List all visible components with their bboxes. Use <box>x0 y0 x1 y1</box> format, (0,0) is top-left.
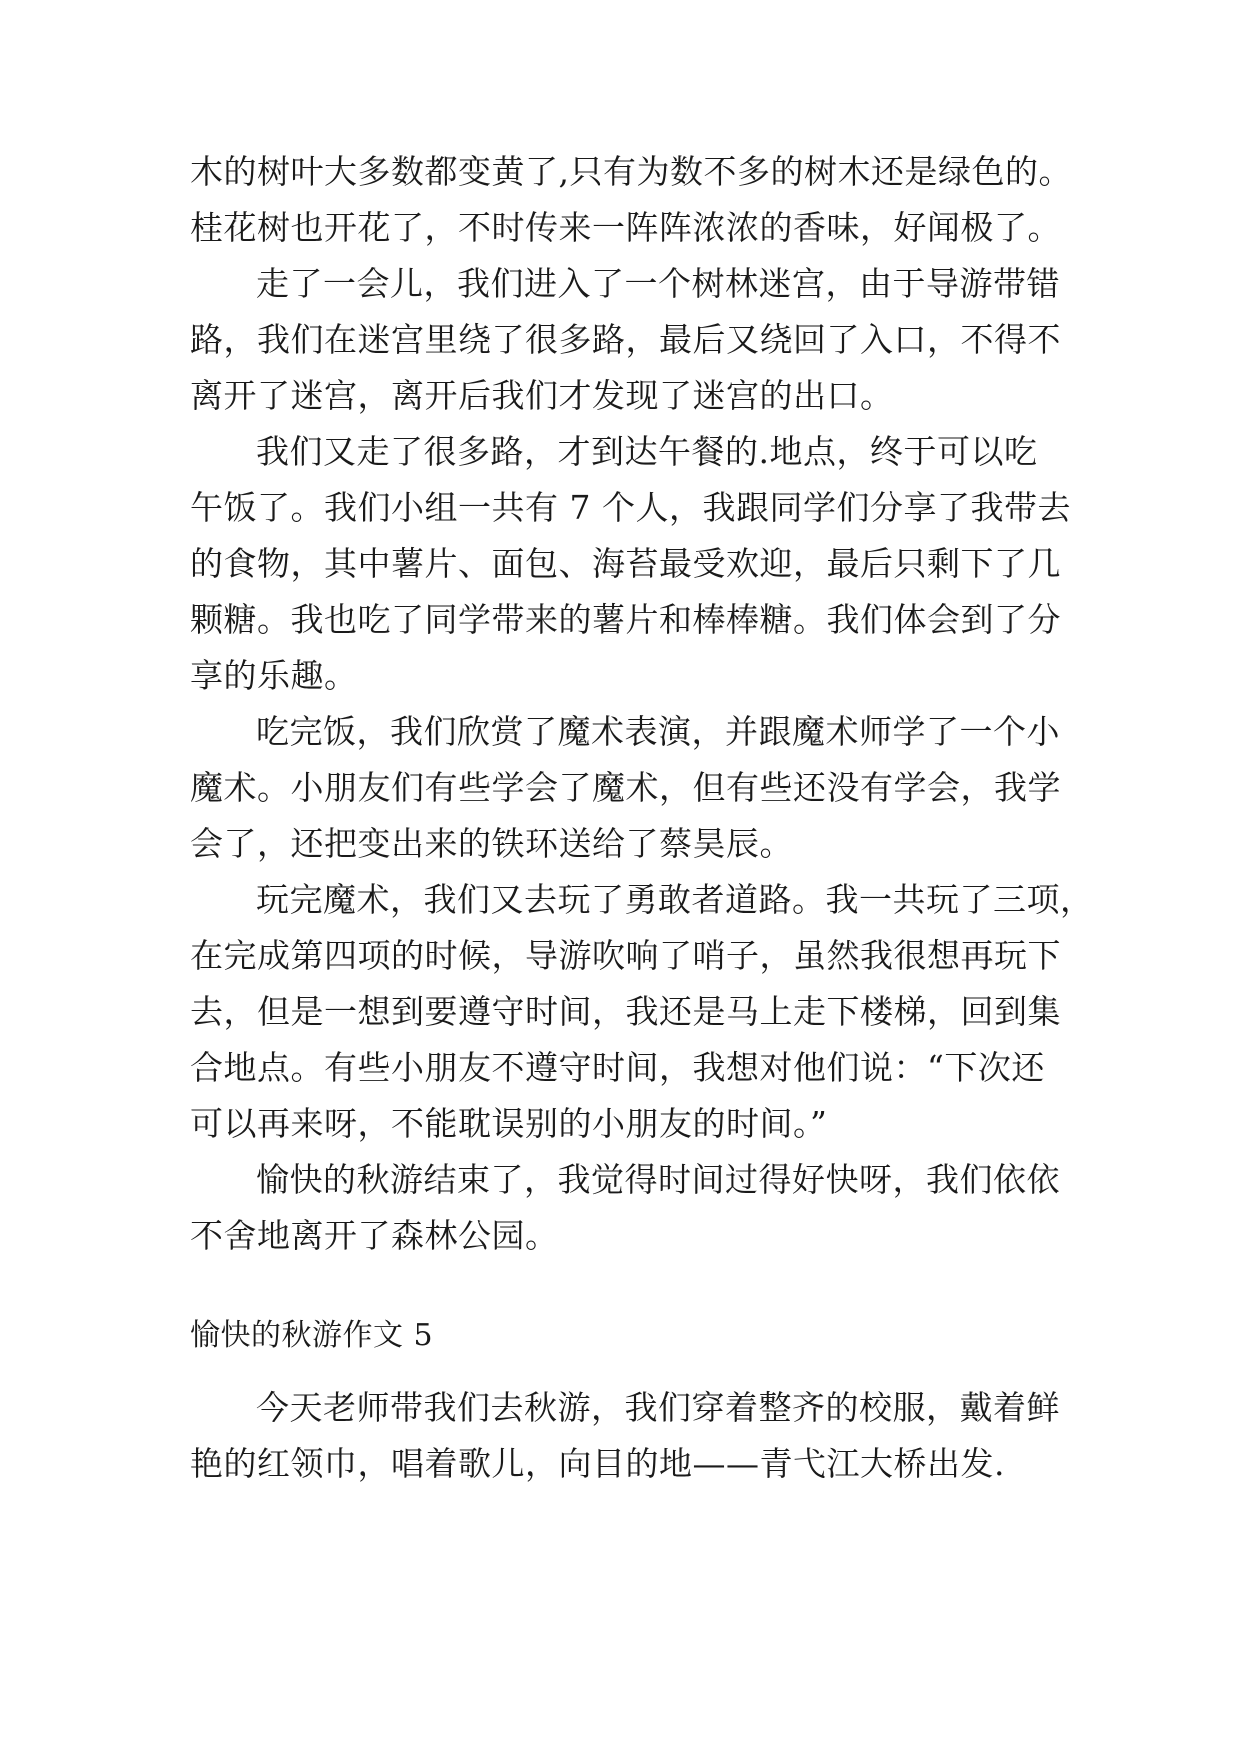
paragraph-line: 不舍地离开了森林公园。 <box>190 1216 559 1255</box>
paragraph-line: 魔术。小朋友们有些学会了魔术，但有些还没有学会，我学 <box>190 768 1061 807</box>
paragraph-line: 艳的红领巾，唱着歌儿，向目的地——青弋江大桥出发. <box>190 1444 1005 1483</box>
paragraph-line: 去，但是一想到要遵守时间，我还是马上走下楼梯，回到集 <box>190 992 1061 1031</box>
paragraph-line: 桂花树也开花了，不时传来一阵阵浓浓的香味，好闻极了。 <box>190 208 1061 247</box>
paragraph-line: 路，我们在迷宫里绕了很多路，最后又绕回了入口，不得不 <box>190 320 1061 359</box>
paragraph-line: 颗糖。我也吃了同学带来的薯片和棒棒糖。我们体会到了分 <box>190 600 1061 639</box>
paragraph-line: 合地点。有些小朋友不遵守时间，我想对他们说：“下次还 <box>190 1048 1045 1087</box>
paragraph-line: 木的树叶大多数都变黄了,只有为数不多的树木还是绿色的。 <box>190 152 1072 191</box>
paragraph-line: 在完成第四项的时候，导游吹响了哨子，虽然我很想再玩下 <box>190 936 1061 975</box>
paragraph-first-line: 玩完魔术，我们又去玩了勇敢者道路。我一共玩了三项， <box>256 880 1094 919</box>
paragraph-first-line: 走了一会儿，我们进入了一个树林迷宫，由于导游带错 <box>256 264 1060 303</box>
paragraph-line: 的食物，其中薯片、面包、海苔最受欢迎，最后只剩下了几 <box>190 544 1061 583</box>
paragraph-line: 可以再来呀，不能耽误别的小朋友的时间。” <box>190 1104 828 1143</box>
paragraph-line: 会了，还把变出来的铁环送给了蔡昊辰。 <box>190 824 793 863</box>
paragraph-first-line: 今天老师带我们去秋游，我们穿着整齐的校服，戴着鲜 <box>256 1388 1060 1427</box>
paragraph-line: 享的乐趣。 <box>190 656 358 695</box>
section-heading: 愉快的秋游作文 5 <box>190 1318 434 1353</box>
paragraph-first-line: 吃完饭，我们欣赏了魔术表演，并跟魔术师学了一个小 <box>256 712 1060 751</box>
paragraph-first-line: 愉快的秋游结束了，我觉得时间过得好快呀，我们依依 <box>256 1160 1060 1199</box>
paragraph-line: 离开了迷宫，离开后我们才发现了迷宫的出口。 <box>190 376 894 415</box>
paragraph-first-line: 我们又走了很多路，才到达午餐的.地点，终于可以吃 <box>256 432 1038 471</box>
paragraph-line: 午饭了。我们小组一共有 7 个人，我跟同学们分享了我带去 <box>190 488 1071 527</box>
